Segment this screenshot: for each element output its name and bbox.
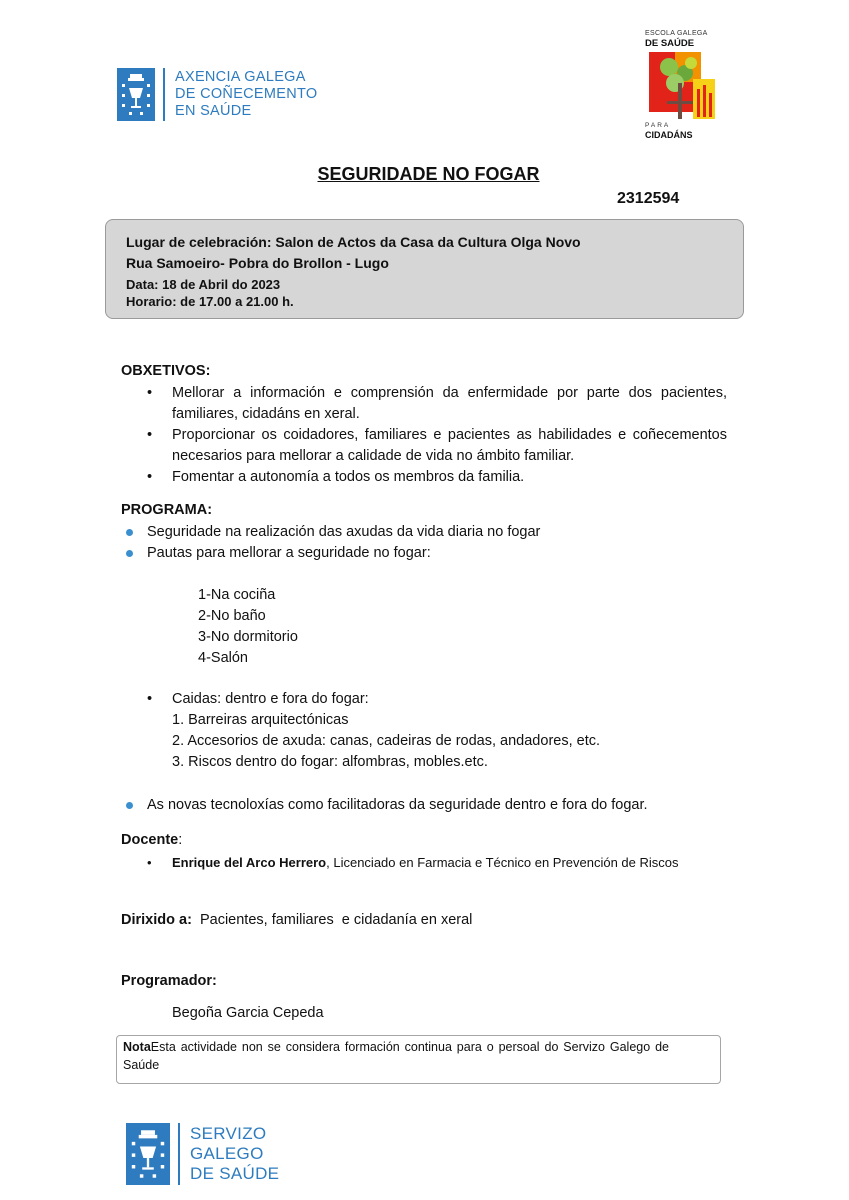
caidas-item: 3. Riscos dentro do fogar: alfombras, mobles.etc. xyxy=(172,754,488,770)
bullet-icon: • xyxy=(147,691,153,707)
sergas-line3: DE SAÚDE xyxy=(190,1164,280,1183)
caidas-block xyxy=(147,689,601,773)
axencia-line3: EN SAÚDE xyxy=(175,103,252,119)
logo-divider xyxy=(163,68,165,121)
programa-item: Pautas para mellorar a seguridade no fogar: xyxy=(147,543,431,564)
logo-divider xyxy=(178,1123,180,1185)
bullet-icon: • xyxy=(147,427,153,443)
room-item: 2-No baño xyxy=(198,608,266,624)
obxetivo-text: Proporcionar os coidadores, familiares e pacientes as habilidades e coñecementos necesarios para mellorar a calidade de vida no ámbito familiar. xyxy=(172,427,727,464)
caidas-item: 1. Barreiras arquitectónicas xyxy=(172,712,349,728)
dirixido-value: Pacientes, familiares e cidadanía en xeral xyxy=(191,912,473,928)
list-item xyxy=(147,425,727,467)
bullet-icon xyxy=(126,802,133,809)
sergas-logo xyxy=(126,1123,279,1185)
rooms-list xyxy=(198,585,298,669)
room-item: 3-No dormitorio xyxy=(198,629,298,645)
escola-logo xyxy=(645,30,721,144)
axencia-name xyxy=(175,69,318,120)
obxetivos-list xyxy=(147,383,727,488)
bullet-icon: • xyxy=(147,469,153,485)
info-data: Data: 18 de Abril do 2023 xyxy=(126,277,281,292)
programador-heading: Programador: xyxy=(121,973,217,989)
obxetivos-heading: OBXETIVOS: xyxy=(121,363,211,379)
sergas-line2: GALEGO xyxy=(190,1144,264,1163)
programa-last-item: As novas tecnoloxías como facilitadoras da seguridade dentro e fora do fogar. xyxy=(147,795,648,816)
programador-name: Begoña Garcia Cepeda xyxy=(172,1005,324,1021)
bullet-icon xyxy=(126,550,133,557)
info-rua: Rua Samoeiro- Pobra do Brollon - Lugo xyxy=(126,255,389,271)
dirixido-line xyxy=(121,910,472,931)
nota-box xyxy=(116,1035,721,1084)
list-item xyxy=(147,383,727,425)
info-box xyxy=(105,219,744,319)
page-title xyxy=(0,164,849,185)
axencia-line2: DE COÑECEMENTO xyxy=(175,86,318,102)
sergas-line1: SERVIZO xyxy=(190,1124,267,1143)
nota-text xyxy=(123,1038,669,1074)
programa-item: Seguridade na realización das axudas da vida diaria no fogar xyxy=(147,522,540,543)
docente-item xyxy=(147,854,702,871)
caidas-heading: • Caidas: dentro e fora do fogar: xyxy=(172,689,600,710)
docente-heading: Docente: xyxy=(121,832,183,848)
sergas-name xyxy=(190,1124,279,1184)
escola-line4: CIDADÁNS xyxy=(645,130,693,140)
galicia-crest-icon xyxy=(126,1123,170,1185)
escola-tree-icon xyxy=(645,49,721,122)
galicia-crest-icon xyxy=(117,68,155,121)
course-code: 2312594 xyxy=(617,190,680,207)
info-lugar: Lugar de celebración: Salon de Actos da Casa da Cultura Olga Novo xyxy=(126,234,581,250)
room-item: 1-Na cociña xyxy=(198,587,276,603)
programa-heading: PROGRAMA: xyxy=(121,502,213,518)
info-horario: Horario: de 17.00 a 21.00 h. xyxy=(126,294,294,309)
docente-desc: , Licenciado en Farmacia e Técnico en Prevención de Riscos xyxy=(326,855,679,870)
caidas-item: 2. Accesorios de axuda: canas, cadeiras de rodas, andadores, etc. xyxy=(172,733,601,749)
escola-line1: ESCOLA GALEGA xyxy=(645,30,708,37)
list-item xyxy=(147,467,727,488)
dirixido-label: Dirixido a: xyxy=(121,912,192,928)
obxetivo-text: Mellorar a información e comprensión da enfermidade por parte dos pacientes, familiares, cidadáns en xeral. xyxy=(172,385,727,422)
bullet-icon: • xyxy=(147,385,153,401)
escola-line3: PARA xyxy=(645,122,671,129)
room-item: 4-Salón xyxy=(198,650,248,666)
axencia-line1: AXENCIA GALEGA xyxy=(175,69,306,85)
obxetivo-text: Fomentar a autonomía a todos os membros da familia. xyxy=(172,469,525,485)
nota-body: Esta actividade non se considera formación continua para o persoal do Servizo Galego de Saúde xyxy=(123,1040,669,1072)
nota-label: Nota xyxy=(123,1040,151,1054)
bullet-icon xyxy=(126,529,133,536)
axencia-logo xyxy=(117,68,318,121)
title-text: SEGURIDADE NO FOGAR xyxy=(317,164,540,184)
escola-line2: DE SAÚDE xyxy=(645,38,695,49)
bullet-icon: • xyxy=(147,855,152,870)
docente-name: Enrique del Arco Herrero xyxy=(172,855,327,870)
